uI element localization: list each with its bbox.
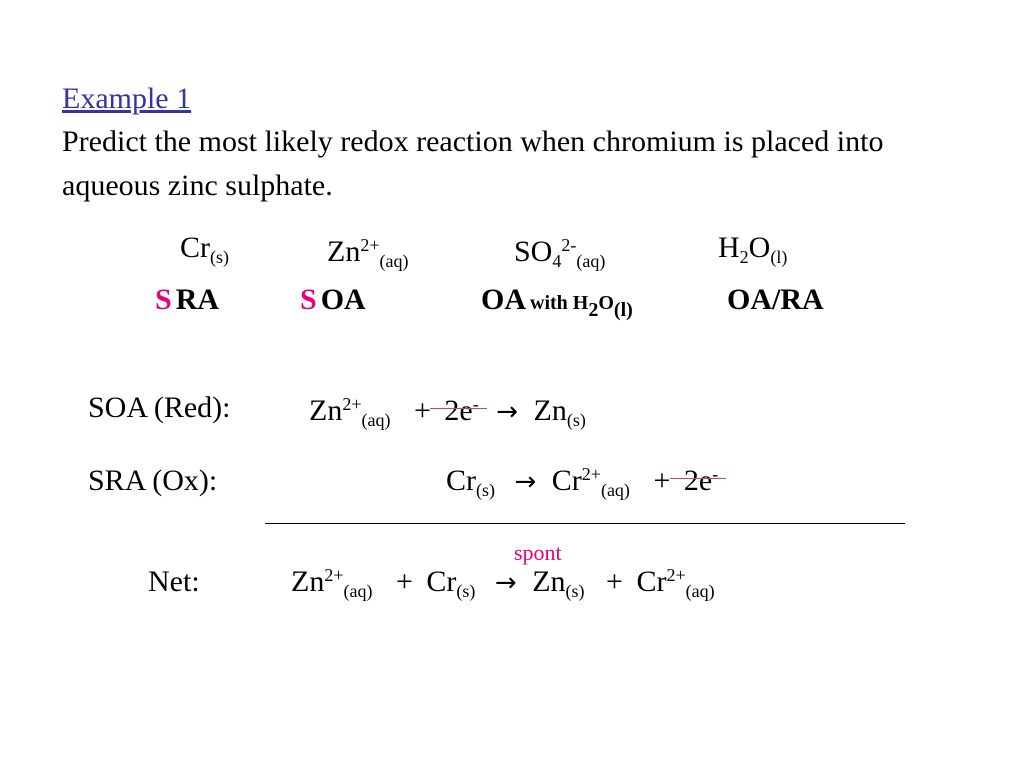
net-label: Net: xyxy=(148,565,200,598)
species-h2o: $H_2O_{(l)}$ xyxy=(718,231,788,268)
role-cr: S RA xyxy=(155,283,220,316)
role-zn: S OA xyxy=(300,283,366,316)
sra-half-reaction: $Cr_{(s)} \to Cr^{2+}_{(aq)} + 2e^-$ xyxy=(446,464,719,501)
question-text: Predict the most likely redox reaction when chromium is placed into aqueous zinc sulphate. xyxy=(62,125,884,202)
soa-half-reaction: $Zn^{2+}_{(aq)} + 2e^- \to Zn_{(s)}$ xyxy=(309,394,586,431)
species-cr: $Cr_{(s)}$ xyxy=(180,231,229,268)
example-title: Example 1 xyxy=(62,82,192,115)
species-zn: $Zn^{2+}_{(aq)}$ xyxy=(327,235,409,272)
soa-label: SOA (Red): xyxy=(88,391,231,424)
sra-label: SRA (Ox): xyxy=(88,464,218,497)
net-reaction: $Zn^{2+}_{(aq)} + Cr_{(s)} \to Zn_{(s)} + Cr^{2+}_{(aq)}$ xyxy=(291,565,715,602)
role-h2o: OA/RA xyxy=(727,283,824,316)
spont-annotation: spont xyxy=(514,540,562,565)
role-so4: OA with $H_2O_{(l)}$ xyxy=(481,283,633,321)
summation-line xyxy=(265,523,905,524)
species-so4: $SO_4^{2-}_{(aq)}$ xyxy=(514,235,606,272)
